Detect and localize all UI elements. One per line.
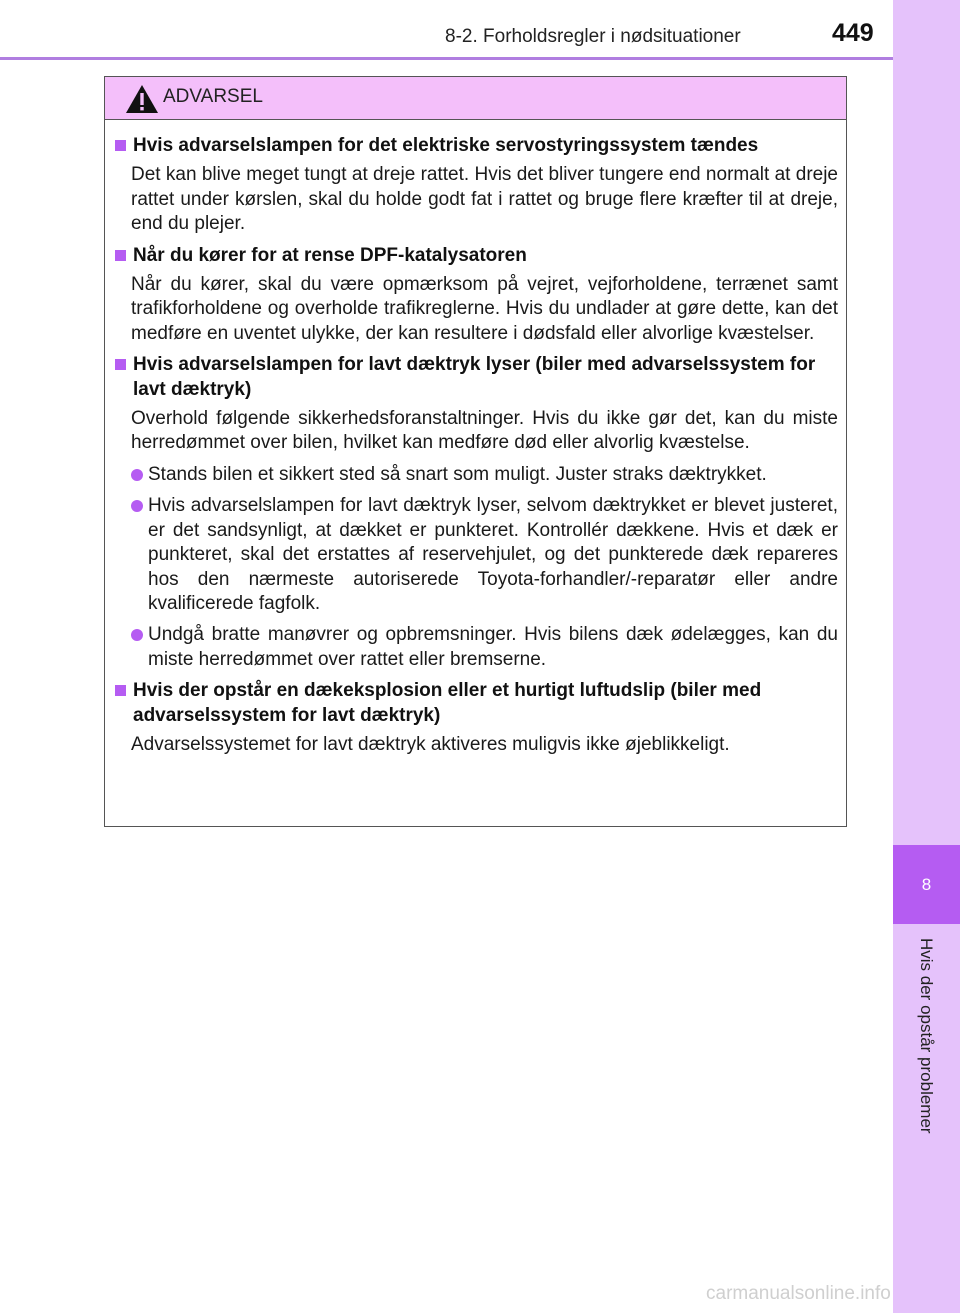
section-paragraph: Det kan blive meget tungt at dreje rattet. Hvis det bliver tungere end normalt at dreje rattet under kørslen, skal du holde godt fat i rattet og bruge flere kræfter til at dreje, end du plejer. — [131, 164, 838, 235]
list-item-text: Undgå bratte manøvrer og opbremsninger. Hvis bilens dæk ødelægges, kan du miste herredømmet over rattet eller bremserne. — [148, 624, 838, 670]
list-item-text: Stands bilen et sikkert sted så snart som muligt. Juster straks dæktrykket. — [148, 463, 767, 485]
warning-header — [105, 77, 846, 120]
section-tire-blowout — [113, 679, 838, 757]
chapter-label: Hvis der opstår problemer — [917, 938, 936, 1134]
heading-text: Hvis der opstår en dækeksplosion eller et hurtigt luftudslip (biler med advarselssystem for lavt dæktryk) — [133, 680, 762, 726]
warning-box — [104, 76, 847, 827]
section-dpf — [113, 244, 838, 347]
page-number: 449 — [832, 19, 874, 47]
list-item — [131, 463, 838, 487]
list-item-text: Hvis advarselslampen for lavt dæktryk lyser, selvom dæktrykket er blevet justeret, er det sandsynligt, at dækket er punkteret. Kontrollér dækkene. Hvis et dæk er punkteret, skal det erstattes af reservehjulet, og det punkterede dæk repareres hos den nærmeste autoriserede Toyota-forhandler/-reparatør eller andre kvalificerede fagfolk. — [148, 495, 838, 614]
circle-bullet-icon — [131, 500, 143, 512]
running-header: 8-2. Forholdsregler i nødsituationer — [445, 26, 741, 47]
section-heading — [113, 679, 838, 728]
chapter-number: 8 — [921, 874, 932, 894]
list-item — [131, 623, 838, 672]
heading-text: Hvis advarselslampen for lavt dæktryk lyser (biler med advarselssystem for lavt dæktryk) — [133, 354, 816, 400]
circle-bullet-icon — [131, 469, 143, 481]
square-bullet-icon — [115, 250, 126, 261]
section-tire-pressure — [113, 353, 838, 672]
warning-label: ADVARSEL — [163, 86, 263, 107]
list-item — [131, 494, 838, 616]
section-heading — [113, 134, 838, 158]
circle-bullet-icon — [131, 629, 143, 641]
heading-text: Når du kører for at rense DPF-katalysatoren — [133, 244, 527, 266]
chapter-tab — [893, 845, 960, 924]
section-power-steering — [113, 134, 838, 237]
watermark: carmanualsonline.info — [706, 1283, 891, 1304]
header-rule — [0, 57, 893, 60]
square-bullet-icon — [115, 359, 126, 370]
section-paragraph: Når du kører, skal du være opmærksom på vejret, vejforholdene, terrænet samt trafikforholdene og overholde trafikreglerne. Hvis du undlader at gøre dette, kan det medføre en uventet ulykke, der kan resultere i dødsfald eller alvorlige kvæstelser. — [131, 274, 838, 344]
section-paragraph: Overhold følgende sikkerhedsforanstaltninger. Hvis du ikke gør det, kan du miste herredømmet over bilen, hvilket kan medføre død eller alvorlig kvæstelse. — [131, 408, 838, 454]
warning-content — [105, 120, 846, 757]
square-bullet-icon — [115, 685, 126, 696]
section-heading — [113, 353, 838, 402]
square-bullet-icon — [115, 140, 126, 151]
heading-text: Hvis advarselslampen for det elektriske servostyringssystem tændes — [133, 135, 759, 156]
section-paragraph: Advarselssystemet for lavt dæktryk aktiveres muligvis ikke øjeblikkeligt. — [131, 733, 730, 755]
warning-triangle-icon — [125, 84, 159, 114]
section-heading — [113, 244, 838, 268]
